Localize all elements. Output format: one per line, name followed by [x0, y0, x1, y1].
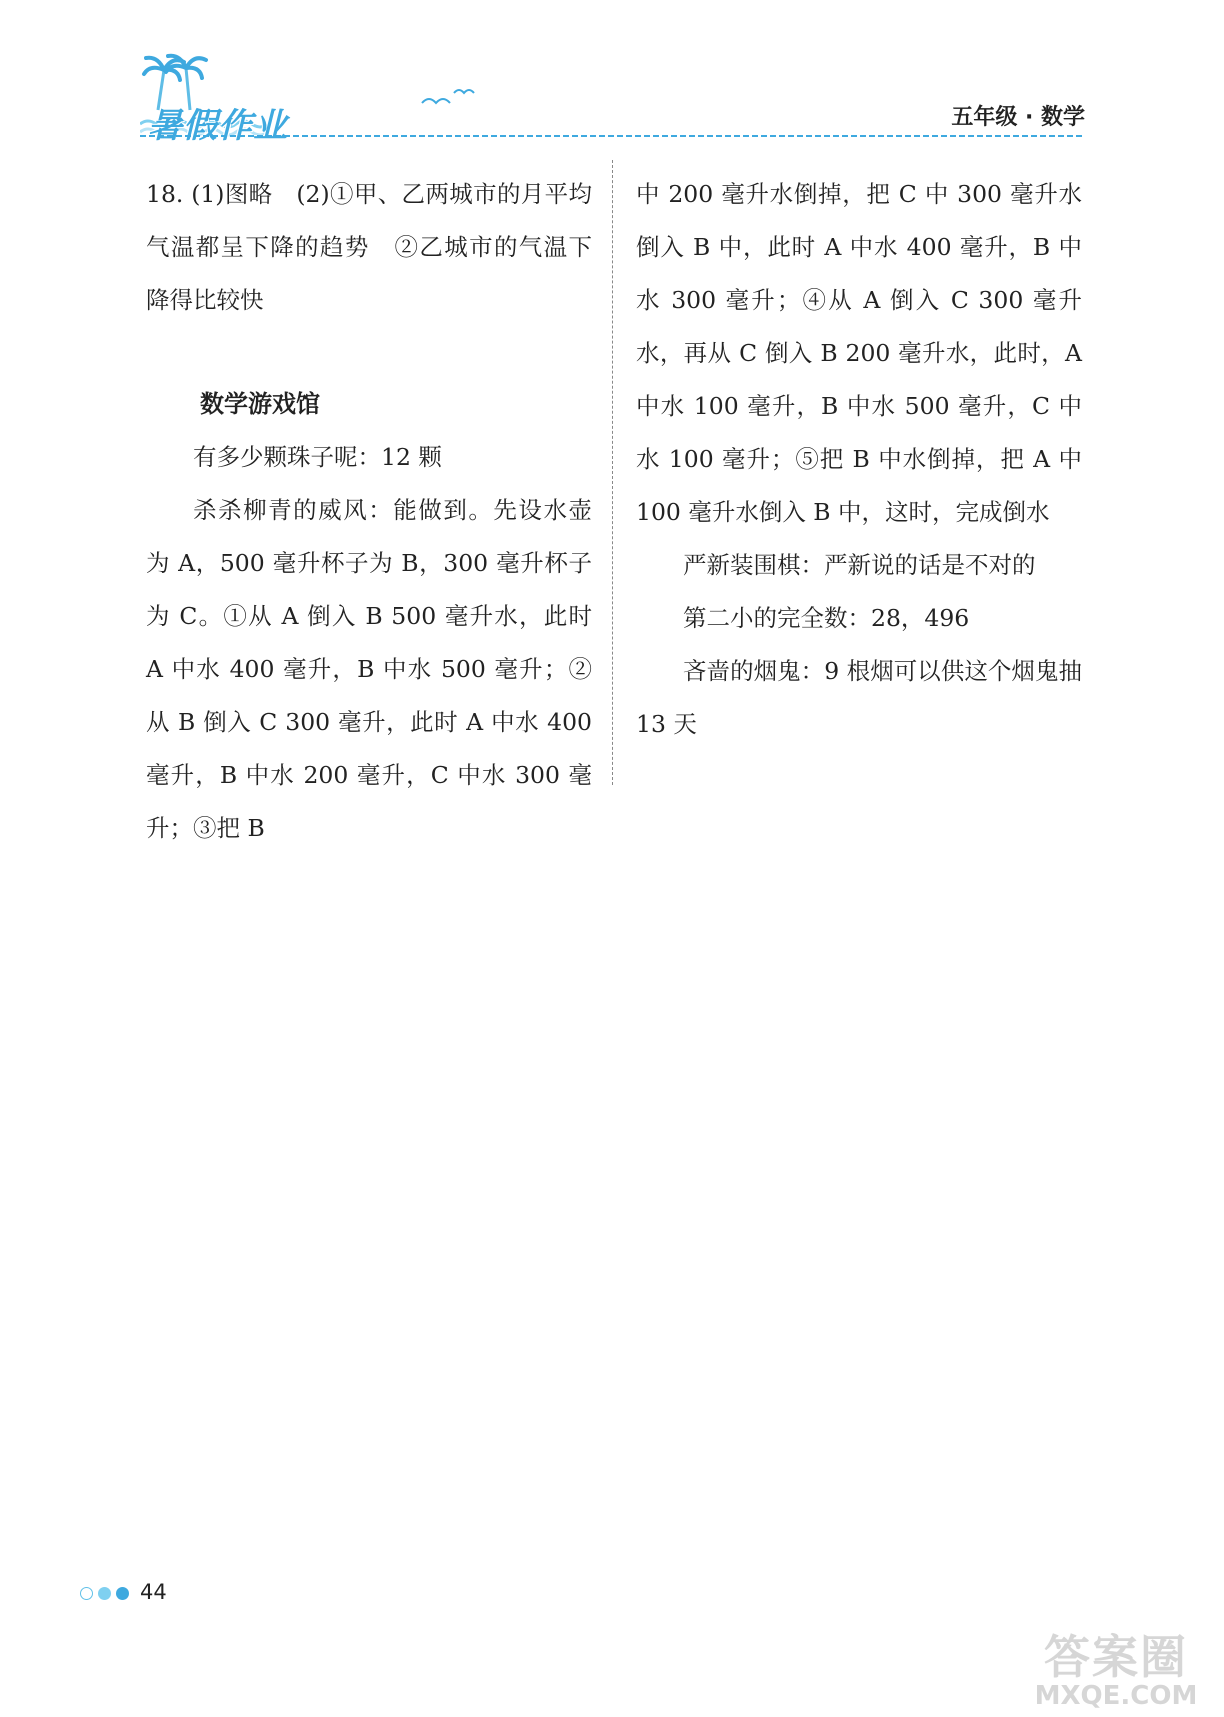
dot-icon: [98, 1587, 111, 1600]
watermark-logo: 答案圈: [1044, 1630, 1188, 1684]
column-divider: [612, 160, 613, 785]
page-number: 44: [140, 1580, 167, 1604]
seagull-icon: [420, 85, 480, 115]
logo-text: 暑假作业: [148, 106, 288, 146]
page-header: [140, 40, 1085, 145]
answer-perfect-numbers: 第二小的完全数：28，496: [683, 604, 970, 632]
grade-subject-label: 五年级 · 数学: [951, 105, 1085, 130]
answer-beads: 有多少颗珠子呢：12 颗: [193, 443, 442, 471]
summer-homework-logo: [140, 40, 290, 146]
watermark-url: MXQE.COM: [1034, 1681, 1198, 1711]
dot-icon: [80, 1587, 93, 1600]
answer-q18: 18. (1)图略 (2)①甲、乙两城市的月平均气温都呈下降的趋势 ②乙城市的气温下降得比较快: [146, 180, 592, 314]
header-rule: [140, 134, 1085, 138]
answer-weiqi: 严新装围棋：严新说的话是不对的: [683, 551, 1036, 579]
section-title: 数学游戏馆: [200, 390, 320, 418]
watermark: [1016, 1621, 1216, 1711]
answer-smoker: 吝啬的烟鬼：9 根烟可以供这个烟鬼抽 13 天: [636, 657, 1082, 738]
dot-icon: [116, 1587, 129, 1600]
answer-water-pouring-cont: 中 200 毫升水倒掉，把 C 中 300 毫升水倒入 B 中，此时 A 中水 400 毫升，B 中水 300 毫升；④从 A 倒入 C 300 毫升水，再从 C 倒入 B 200 毫升水，此时，A 中水 100 毫升，B 中水 500 毫升，C 中水 100 毫升；⑤把 B 中水倒掉，把 A 中 100 毫升水倒入 B 中，这时，完成倒水: [636, 180, 1082, 526]
left-column: [146, 168, 592, 855]
right-column: [636, 168, 1082, 751]
answer-water-pouring: 杀杀柳青的威风：能做到。先设水壶为 A，500 毫升杯子为 B，300 毫升杯子为 C。①从 A 倒入 B 500 毫升水，此时 A 中水 400 毫升，B 中水 500 毫升；②从 B 倒入 C 300 毫升，此时 A 中水 400 毫升，B 中水 200 毫升，C 中水 300 毫升；③把 B: [146, 496, 592, 842]
